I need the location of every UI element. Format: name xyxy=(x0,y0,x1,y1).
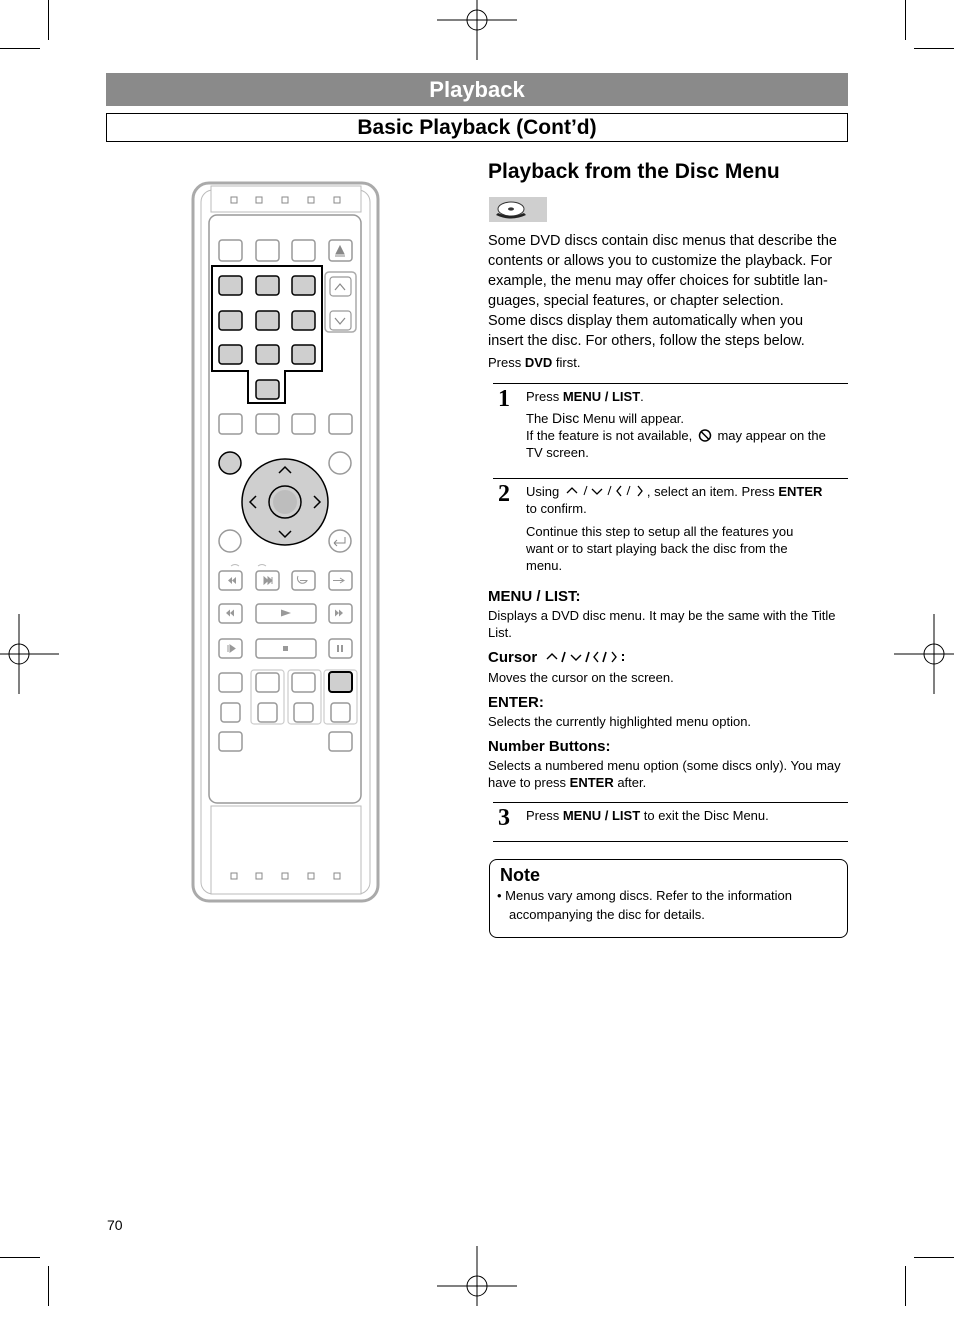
intro-line: Some DVD discs contain disc menus that describe the xyxy=(488,233,837,249)
text: Cursor xyxy=(488,649,538,666)
step-2-text xyxy=(526,483,846,574)
intro-line: guages, special features, or chapter selection. xyxy=(488,293,784,309)
separator: / xyxy=(532,588,545,605)
desc-line: List. xyxy=(488,625,512,640)
registration-mark-top xyxy=(437,0,517,60)
term-enter-desc: Selects the currently highlighted menu option. xyxy=(488,714,752,729)
term-menu-list-desc xyxy=(488,607,850,641)
text: Press xyxy=(526,808,563,823)
step-line xyxy=(526,388,846,405)
registration-mark-bottom xyxy=(437,1246,517,1326)
text: have to press xyxy=(488,775,570,790)
page-subtitle: Basic Playback (Cont’d) xyxy=(106,113,848,142)
step-line: TV screen. xyxy=(526,445,589,460)
cursor-arrows-icon xyxy=(541,650,637,663)
list-key: LIST xyxy=(611,389,641,404)
step-line: to confirm. xyxy=(526,501,587,516)
note-line: accompanying the disc for details. xyxy=(509,907,705,922)
text: The xyxy=(526,411,553,426)
desc-line xyxy=(488,774,850,791)
step-line: Continue this step to setup all the features you xyxy=(526,524,794,539)
text: Using xyxy=(526,484,560,499)
intro-line: contents or allows you to customize the playback. For xyxy=(488,253,833,269)
dvd-badge xyxy=(489,197,547,222)
dvd-disc-icon xyxy=(489,197,547,222)
term-menu-list xyxy=(488,588,581,605)
step-number: 1 xyxy=(498,386,510,412)
text: . xyxy=(640,389,644,404)
intro-paragraph xyxy=(488,231,850,351)
intro-line: Some discs display them automatically when you xyxy=(488,313,804,329)
text: MENU xyxy=(488,588,533,605)
divider xyxy=(493,478,848,479)
intro-line: insert the disc. For others, follow the steps below. xyxy=(488,333,805,349)
note-text xyxy=(497,886,837,924)
note-title: Note xyxy=(500,865,540,885)
term-number-buttons: Number Buttons: xyxy=(488,738,611,755)
text: to exit the Disc Menu. xyxy=(640,808,769,823)
list-key: LIST xyxy=(611,808,641,823)
step-line: menu. xyxy=(526,558,563,573)
menu-key: MENU xyxy=(562,808,602,823)
prohibited-icon xyxy=(696,429,714,442)
step-3-text xyxy=(526,807,846,824)
divider xyxy=(493,802,848,803)
desc-line: Selects a numbered menu option (some discs only). You may xyxy=(488,758,841,773)
step-line xyxy=(526,483,846,500)
text: LIST: xyxy=(544,588,581,605)
registration-mark-right xyxy=(894,614,954,694)
text: Press xyxy=(488,355,525,370)
disc-word: Disc xyxy=(552,410,580,426)
step-line: want or to start playing back the disc from the xyxy=(526,541,788,556)
menu-key: MENU xyxy=(562,389,602,404)
divider xyxy=(493,383,848,384)
separator: / xyxy=(601,808,612,823)
text: If the feature is not available, xyxy=(526,428,693,443)
dvd-key: DVD xyxy=(524,355,553,370)
press-dvd-first xyxy=(488,355,580,370)
registration-mark-left xyxy=(0,614,59,694)
text: first. xyxy=(552,355,581,370)
step-1-text xyxy=(526,388,846,461)
section-heading: Playback from the Disc Menu xyxy=(488,160,780,183)
page-number: 70 xyxy=(107,1217,123,1233)
text: Press xyxy=(526,389,563,404)
step-number: 3 xyxy=(498,805,510,831)
step-line xyxy=(526,427,846,444)
cursor-arrows-icon xyxy=(563,485,647,497)
text: after. xyxy=(613,775,647,790)
text: , select an item. Press xyxy=(646,484,779,499)
term-cursor xyxy=(488,649,637,666)
section-title: Playback xyxy=(106,73,848,106)
term-cursor-desc: Moves the cursor on the screen. xyxy=(488,670,674,685)
desc-line: Displays a DVD disc menu. It may be the same with the Title xyxy=(488,608,836,623)
text: may appear on the xyxy=(717,428,826,443)
step-number: 2 xyxy=(498,481,510,507)
text: Menu will appear. xyxy=(579,411,685,426)
enter-key: ENTER xyxy=(569,775,614,790)
remote-control-illustration xyxy=(190,180,382,905)
term-enter: ENTER: xyxy=(488,694,544,711)
divider xyxy=(493,841,848,842)
step-line xyxy=(526,410,846,427)
term-number-buttons-desc xyxy=(488,757,850,791)
enter-key: ENTER xyxy=(778,484,823,499)
note-line: • Menus vary among discs. Refer to the information xyxy=(497,888,793,903)
intro-line: example, the menu may offer choices for subtitle lan- xyxy=(488,273,828,289)
separator: / xyxy=(601,389,612,404)
